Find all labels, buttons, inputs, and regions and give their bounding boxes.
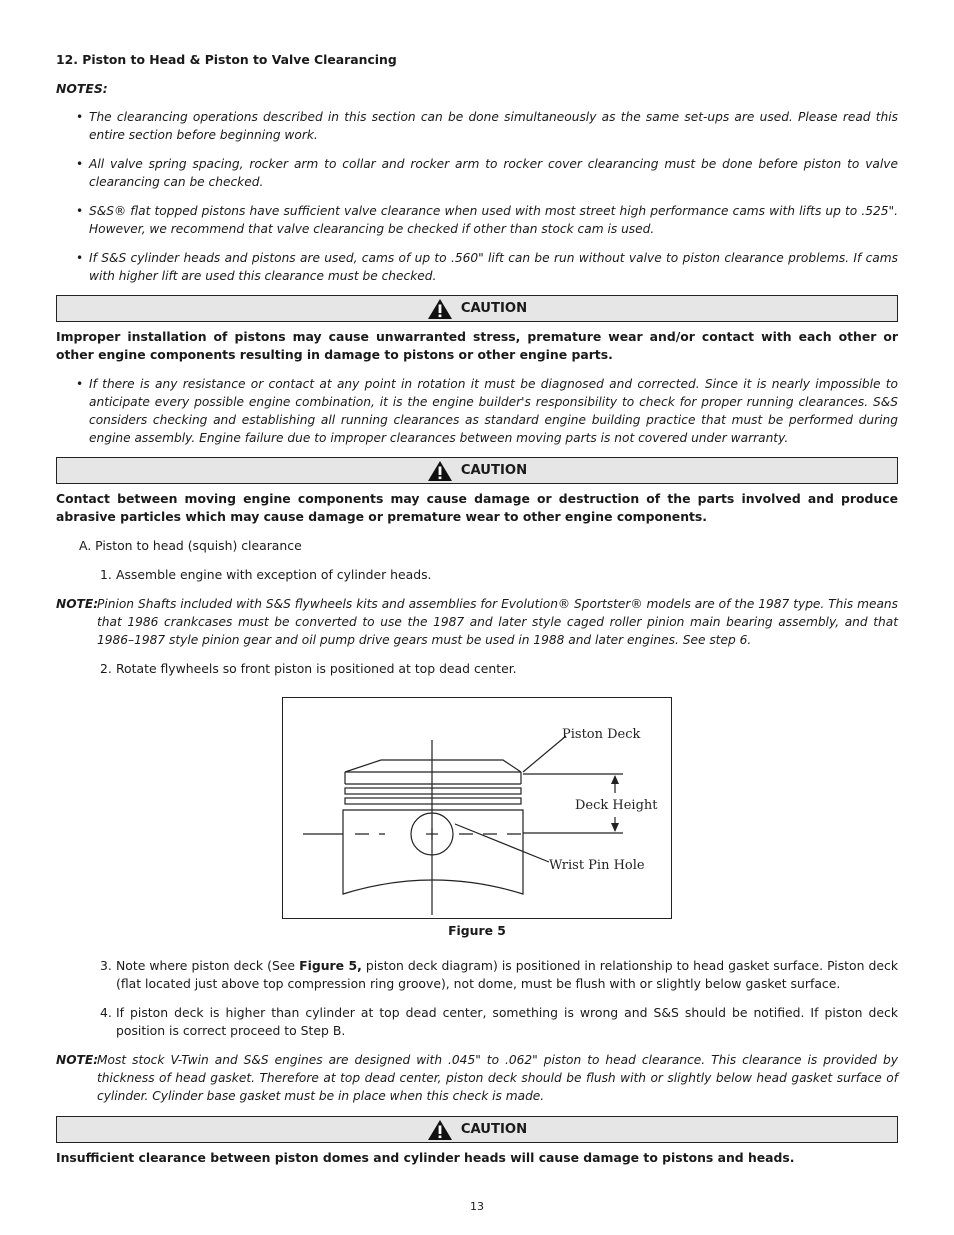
step-text-post: piston deck diagram) is positioned in relationship to head gasket surface. Piston deck (flat located just above top compression ring groove), not dome, must be flush with or slightly below gasket surface. [116, 958, 898, 991]
note-label: NOTE: [56, 1053, 99, 1067]
warning-triangle-icon [427, 460, 453, 482]
figure-reference: Figure 5, [299, 958, 362, 973]
note-text: S&S® flat topped pistons have sufficient valve clearance when used with most street high performance cams with lifts up to .525". However, we recommend that valve clearancing be checked if other than stock cam is used. [89, 204, 898, 236]
step-text: Rotate flywheels so front piston is positioned at top dead center. [116, 661, 517, 676]
step-text: Assemble engine with exception of cylinder heads. [116, 567, 432, 582]
note-text: The clearancing operations described in this section can be done simultaneously as the same set-ups are used. Please read this entire section before beginning work. [89, 110, 898, 142]
notes-list [56, 108, 898, 285]
caution-banner [56, 1116, 898, 1143]
section-title: 12. Piston to Head & Piston to Valve Clearancing [56, 52, 397, 67]
list-item [56, 108, 898, 144]
caution-label: CAUTION [460, 1122, 528, 1137]
list-item [56, 249, 898, 285]
bullet-dot: • [76, 110, 84, 124]
note-text: Most stock V-Twin and S&S engines are designed with .045" to .062" piston to head clearance. This clearance is provided by thickness of head gasket. Therefore at top dead center, piston deck should be flush with or slightly below head gasket surface of cylinder. Cylinder base gasket must be in place when this check is made. [97, 1053, 898, 1103]
figure-caption: Figure 5 [448, 923, 506, 938]
step-4 [56, 1004, 898, 1040]
list-item [56, 375, 898, 447]
step-1 [56, 566, 898, 584]
step-number: 1. [100, 567, 112, 582]
bullet-dot: • [76, 204, 84, 218]
piston-diagram [283, 698, 670, 917]
step-number: 2. [100, 661, 112, 676]
notes-label: NOTES: [56, 81, 108, 96]
label-wrist-pin-hole: Wrist Pin Hole [549, 858, 645, 873]
note-text: If there is any resistance or contact at any point in rotation it must be diagnosed and corrected. Since it is nearly impossible to anticipate every possible engine combination, it is the engine builder's responsibility to check for proper running clearances. S&S considers checking and establishing all running clearances as standard engine building practice that must be performed during engine assembly. Engine failure due to improper clearances between moving parts is not covered under warranty. [89, 377, 898, 445]
piston-deck-figure [282, 697, 672, 919]
warning-triangle-icon [427, 1119, 453, 1141]
list-item [56, 202, 898, 238]
note-block [56, 1051, 898, 1105]
steps-after-figure [56, 957, 898, 1178]
caution-banner [56, 457, 898, 484]
label-piston-deck: Piston Deck [562, 727, 641, 742]
label-deck-height: Deck Height [575, 798, 658, 813]
step-2 [56, 660, 898, 678]
caution-banner [56, 295, 898, 322]
bullet-dot: • [76, 377, 84, 391]
caution-text: Insufficient clearance between piston domes and cylinder heads will cause damage to pistons and heads. [56, 1150, 795, 1165]
bullet-dot: • [76, 157, 84, 171]
list-item [56, 155, 898, 191]
caution-text: Contact between moving engine components may cause damage or destruction of the parts involved and produce abrasive particles which may cause damage or premature wear to other engine components. [56, 491, 898, 524]
bullet-dot: • [76, 251, 84, 265]
clearance-list [56, 375, 898, 447]
caution-text: Improper installation of pistons may cause unwarranted stress, premature wear and/or contact with each other or other engine components resulting in damage to pistons or other engine parts. [56, 329, 898, 362]
step-a: A. Piston to head (squish) clearance [79, 538, 302, 553]
step-3 [56, 957, 898, 993]
note-label: NOTE: [56, 597, 99, 611]
step-text-pre: Note where piston deck (See [116, 958, 300, 973]
step-text: If piston deck is higher than cylinder at top dead center, something is wrong and S&S should be notified. If piston deck position is correct proceed to Step B. [116, 1005, 898, 1038]
step-number: 4. [100, 1005, 112, 1020]
note-text: Pinion Shafts included with S&S flywheels kits and assemblies for Evolution® Sportster® models are of the 1987 type. This means that 1986 crankcases must be converted to use the 1987 and later style caged roller pinion main bearing assembly, and that 1986–1987 style pinion gear and oil pump drive gears must be used in 1988 and later engines. See step 6. [97, 597, 898, 647]
manual-page [56, 52, 898, 1165]
step-number: 3. [100, 958, 112, 973]
note-text: All valve spring spacing, rocker arm to collar and rocker arm to rocker cover clearancing must be done before piston to valve clearancing can be checked. [89, 157, 898, 189]
note-block [56, 595, 898, 649]
caution-label: CAUTION [460, 301, 528, 316]
note-text: If S&S cylinder heads and pistons are used, cams of up to .560" lift can be run without valve to piston clearance problems. If cams with higher lift are used this clearance must be checked. [89, 251, 898, 283]
page-number: 13 [470, 1200, 484, 1213]
caution-label: CAUTION [460, 463, 528, 478]
warning-triangle-icon [427, 298, 453, 320]
